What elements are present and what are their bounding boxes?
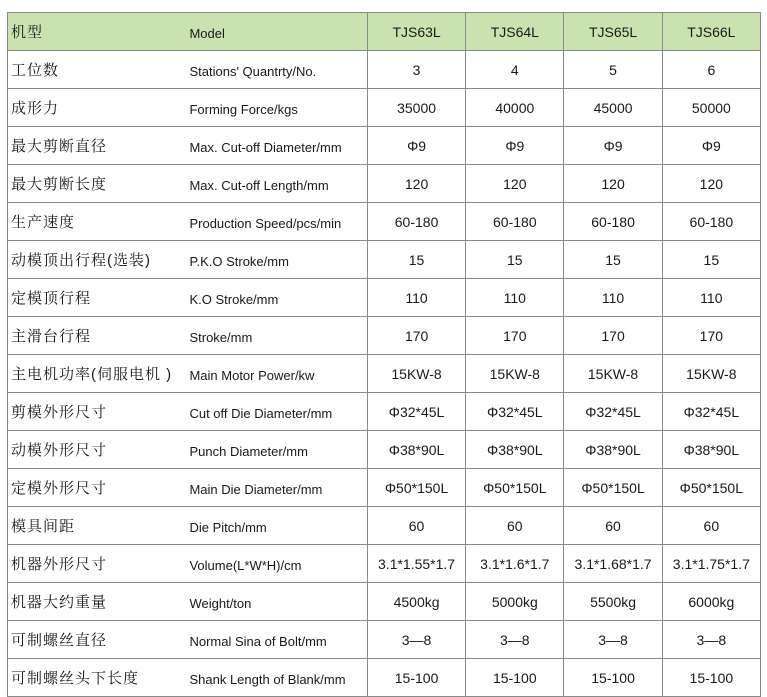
spec-row bbox=[8, 469, 761, 507]
spec-row bbox=[8, 127, 761, 165]
model-header: TJS64L bbox=[466, 13, 564, 51]
spec-value: 3.1*1.75*1.7 bbox=[662, 545, 760, 583]
spec-value: Φ32*45L bbox=[564, 393, 662, 431]
spec-label-cn: 定模顶行程 bbox=[8, 279, 186, 317]
spec-label-en: Normal Sina of Bolt/mm bbox=[185, 621, 367, 659]
spec-value: 15 bbox=[564, 241, 662, 279]
spec-value: 170 bbox=[662, 317, 760, 355]
spec-row bbox=[8, 659, 761, 697]
spec-value: 120 bbox=[662, 165, 760, 203]
spec-label-en: Stations' Quantrty/No. bbox=[185, 51, 367, 89]
spec-value: 60-180 bbox=[662, 203, 760, 241]
spec-value: 110 bbox=[564, 279, 662, 317]
spec-value: 170 bbox=[466, 317, 564, 355]
spec-value: Φ38*90L bbox=[564, 431, 662, 469]
spec-label-cn: 主电机功率(伺服电机 ) bbox=[8, 355, 186, 393]
spec-label-cn: 剪模外形尺寸 bbox=[8, 393, 186, 431]
spec-value: 110 bbox=[466, 279, 564, 317]
spec-value: 60 bbox=[466, 507, 564, 545]
spec-label-cn: 动模外形尺寸 bbox=[8, 431, 186, 469]
spec-row bbox=[8, 545, 761, 583]
spec-row bbox=[8, 51, 761, 89]
spec-value: Φ38*90L bbox=[662, 431, 760, 469]
spec-value: 15-100 bbox=[367, 659, 465, 697]
model-header: TJS63L bbox=[367, 13, 465, 51]
spec-row bbox=[8, 507, 761, 545]
spec-row bbox=[8, 317, 761, 355]
spec-value: 6000kg bbox=[662, 583, 760, 621]
spec-value: 3—8 bbox=[662, 621, 760, 659]
spec-value: 60 bbox=[564, 507, 662, 545]
spec-value: 3.1*1.6*1.7 bbox=[466, 545, 564, 583]
spec-value: 45000 bbox=[564, 89, 662, 127]
spec-value: Φ38*90L bbox=[466, 431, 564, 469]
spec-value: Φ9 bbox=[564, 127, 662, 165]
spec-label-cn: 可制螺丝直径 bbox=[8, 621, 186, 659]
spec-value: Φ50*150L bbox=[466, 469, 564, 507]
spec-label-cn: 成形力 bbox=[8, 89, 186, 127]
spec-value: 120 bbox=[367, 165, 465, 203]
spec-value: 15 bbox=[662, 241, 760, 279]
spec-label-en: Punch Diameter/mm bbox=[185, 431, 367, 469]
spec-value: Φ9 bbox=[367, 127, 465, 165]
spec-table bbox=[7, 12, 761, 697]
spec-value: 4500kg bbox=[367, 583, 465, 621]
spec-label-cn: 主滑台行程 bbox=[8, 317, 186, 355]
spec-value: 60-180 bbox=[564, 203, 662, 241]
spec-value: 15-100 bbox=[662, 659, 760, 697]
spec-label-cn: 最大剪断长度 bbox=[8, 165, 186, 203]
spec-row bbox=[8, 621, 761, 659]
spec-value: 170 bbox=[367, 317, 465, 355]
spec-value: 15KW-8 bbox=[564, 355, 662, 393]
spec-value: Φ32*45L bbox=[466, 393, 564, 431]
spec-value: Φ50*150L bbox=[367, 469, 465, 507]
spec-value: 15 bbox=[367, 241, 465, 279]
spec-label-en: Shank Length of Blank/mm bbox=[185, 659, 367, 697]
spec-label-cn: 最大剪断直径 bbox=[8, 127, 186, 165]
spec-value: 5500kg bbox=[564, 583, 662, 621]
spec-value: 15-100 bbox=[564, 659, 662, 697]
spec-label-en: P.K.O Stroke/mm bbox=[185, 241, 367, 279]
spec-value: Φ50*150L bbox=[564, 469, 662, 507]
header-row bbox=[8, 13, 761, 51]
spec-label-en: Max. Cut-off Diameter/mm bbox=[185, 127, 367, 165]
spec-value: Φ9 bbox=[662, 127, 760, 165]
spec-label-en: Weight/ton bbox=[185, 583, 367, 621]
spec-label-en: Stroke/mm bbox=[185, 317, 367, 355]
spec-row bbox=[8, 583, 761, 621]
spec-value: 6 bbox=[662, 51, 760, 89]
spec-row bbox=[8, 241, 761, 279]
spec-value: 120 bbox=[564, 165, 662, 203]
spec-label-en: Forming Force/kgs bbox=[185, 89, 367, 127]
spec-value: 3.1*1.68*1.7 bbox=[564, 545, 662, 583]
spec-label-cn: 定模外形尺寸 bbox=[8, 469, 186, 507]
spec-label-cn: 生产速度 bbox=[8, 203, 186, 241]
spec-value: 60-180 bbox=[367, 203, 465, 241]
spec-label-cn: 机器外形尺寸 bbox=[8, 545, 186, 583]
spec-label-en: K.O Stroke/mm bbox=[185, 279, 367, 317]
spec-value: 15 bbox=[466, 241, 564, 279]
header-en-label: Model bbox=[185, 13, 367, 51]
spec-value: Φ9 bbox=[466, 127, 564, 165]
spec-value: 3 bbox=[367, 51, 465, 89]
spec-row bbox=[8, 431, 761, 469]
header-cn-label: 机型 bbox=[8, 13, 186, 51]
spec-label-cn: 模具间距 bbox=[8, 507, 186, 545]
spec-value: 35000 bbox=[367, 89, 465, 127]
spec-label-cn: 工位数 bbox=[8, 51, 186, 89]
spec-row bbox=[8, 355, 761, 393]
spec-value: 15KW-8 bbox=[466, 355, 564, 393]
spec-value: 4 bbox=[466, 51, 564, 89]
spec-value: Φ38*90L bbox=[367, 431, 465, 469]
spec-row bbox=[8, 203, 761, 241]
spec-value: 5000kg bbox=[466, 583, 564, 621]
spec-value: 50000 bbox=[662, 89, 760, 127]
model-header: TJS66L bbox=[662, 13, 760, 51]
spec-label-cn: 机器大约重量 bbox=[8, 583, 186, 621]
spec-value: 110 bbox=[367, 279, 465, 317]
spec-label-en: Max. Cut-off Length/mm bbox=[185, 165, 367, 203]
spec-value: 15KW-8 bbox=[662, 355, 760, 393]
spec-value: Φ32*45L bbox=[662, 393, 760, 431]
spec-value: Φ50*150L bbox=[662, 469, 760, 507]
spec-label-en: Main Die Diameter/mm bbox=[185, 469, 367, 507]
spec-row bbox=[8, 393, 761, 431]
spec-label-en: Die Pitch/mm bbox=[185, 507, 367, 545]
spec-value: 3—8 bbox=[466, 621, 564, 659]
spec-value: 15KW-8 bbox=[367, 355, 465, 393]
spec-value: 3—8 bbox=[367, 621, 465, 659]
spec-value: 3.1*1.55*1.7 bbox=[367, 545, 465, 583]
spec-value: 15-100 bbox=[466, 659, 564, 697]
spec-value: 40000 bbox=[466, 89, 564, 127]
spec-value: 120 bbox=[466, 165, 564, 203]
spec-value: 5 bbox=[564, 51, 662, 89]
model-header: TJS65L bbox=[564, 13, 662, 51]
spec-value: 110 bbox=[662, 279, 760, 317]
spec-label-cn: 动模顶出行程(选装) bbox=[8, 241, 186, 279]
spec-value: 170 bbox=[564, 317, 662, 355]
spec-label-en: Volume(L*W*H)/cm bbox=[185, 545, 367, 583]
spec-row bbox=[8, 89, 761, 127]
spec-value: 3—8 bbox=[564, 621, 662, 659]
spec-value: 60 bbox=[367, 507, 465, 545]
spec-label-en: Cut off Die Diameter/mm bbox=[185, 393, 367, 431]
spec-row bbox=[8, 165, 761, 203]
spec-value: 60 bbox=[662, 507, 760, 545]
spec-label-en: Production Speed/pcs/min bbox=[185, 203, 367, 241]
spec-value: 60-180 bbox=[466, 203, 564, 241]
spec-value: Φ32*45L bbox=[367, 393, 465, 431]
spec-row bbox=[8, 279, 761, 317]
spec-label-cn: 可制螺丝头下长度 bbox=[8, 659, 186, 697]
spec-label-en: Main Motor Power/kw bbox=[185, 355, 367, 393]
